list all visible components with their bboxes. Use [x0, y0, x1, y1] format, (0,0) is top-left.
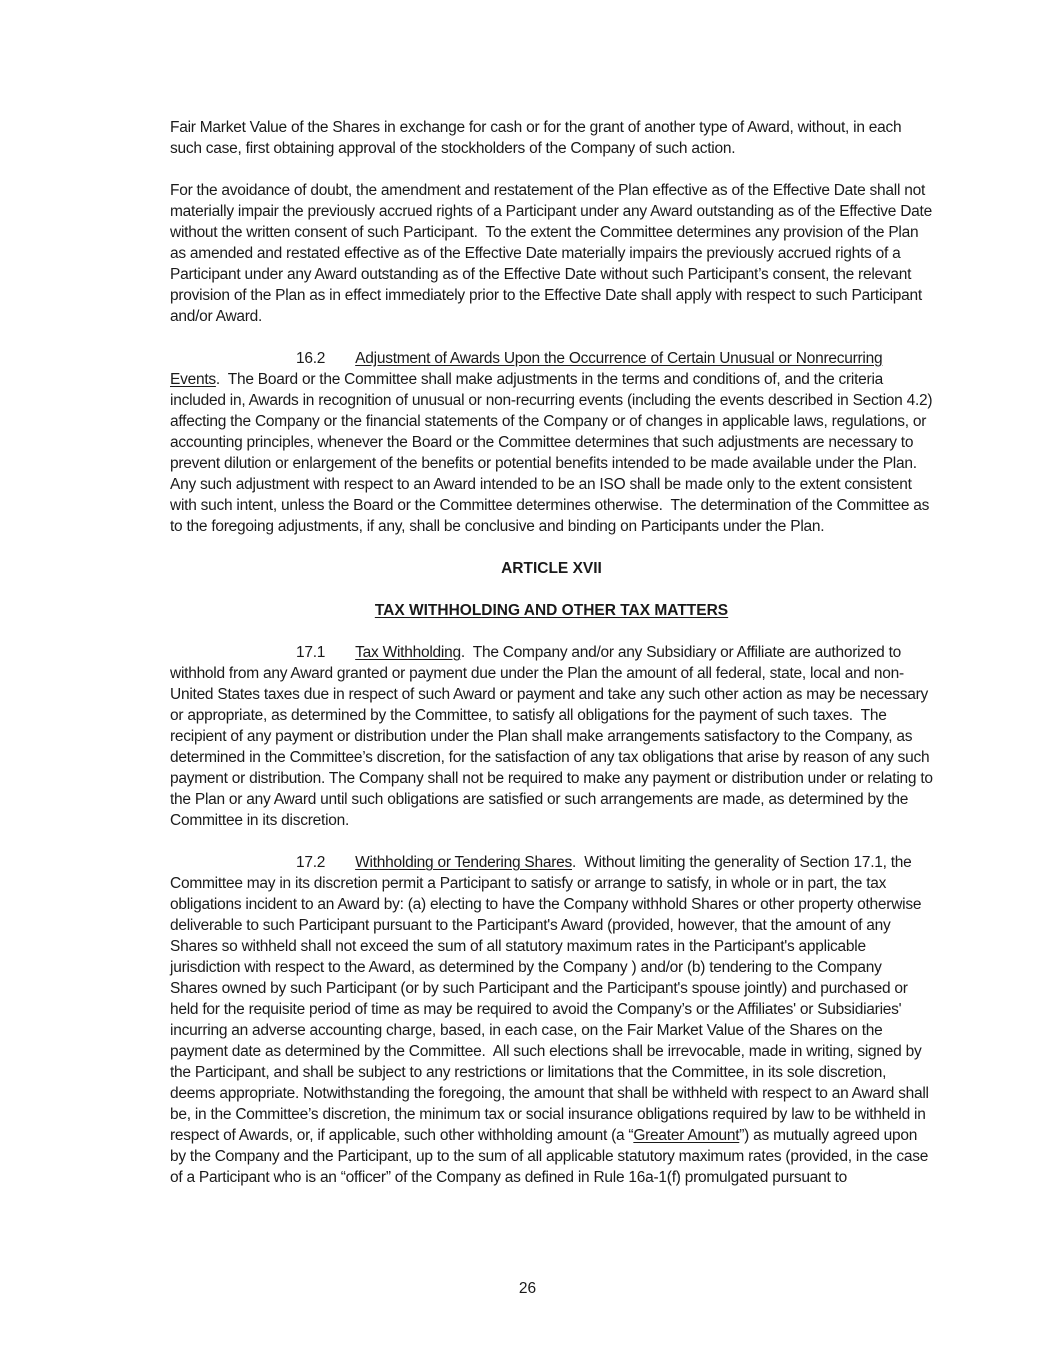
text-run: Fair Market Value of the Shares in exchange for cash or for the grant of another type of Award, without, in each such case, first obtaining approval of the stockholders of the Company of such action. — [170, 119, 902, 157]
paragraph — [170, 117, 933, 159]
text-run: ”) as mutually agreed upon by the Company and the Participant, up to the sum of all applicable statutory maximum rates (provided, in the case of a Participant who is an “officer” of the Company as defined in Rule 16a-1(f) promulgated pursuant to — [170, 1127, 929, 1186]
page-number: 26 — [518, 1280, 537, 1297]
paragraph — [170, 180, 933, 327]
underlined-run: Withholding or Tendering Shares — [355, 854, 573, 871]
underlined-run: Adjustment of Awards Upon the Occurrence of Certain Unusual or Nonrecurring Events — [170, 350, 883, 388]
document-body — [170, 117, 933, 1209]
text-run: . The Board or the Committee shall make adjustments in the terms and conditions of, and the criteria included in, Awards in recognition of unusual or non-recurring events (including the events described in Section 4.2) affecting the Company or the financial statements of the Company or of changes in applicable laws, regulations, or accounting principles, whenever the Board or the Committee determines that such adjustments are necessary to prevent dilution or enlargement of the benefits or potential benefits intended to be made available under the Plan. Any such adjustment with respect to an Award intended to be an ISO shall be made only to the extent consistent with such intent, unless the Board or the Committee determines otherwise. The determination of the Committee as to the foregoing adjustments, if any, shall be conclusive and binding on Participants under the Plan. — [170, 371, 933, 535]
underlined-run: Greater Amount — [633, 1127, 740, 1144]
numbered-paragraph — [170, 642, 933, 831]
text-run: For the avoidance of doubt, the amendment and restatement of the Plan effective as of the Effective Date shall not materially impair the previously accrued rights of a Participant under any Award outstanding as of the Effective Date without the written consent of such Participant. To the extent the Committee determines any provision of the Plan as amended and restated effective as of the Effective Date materially impairs the previously accrued rights of a Participant under any Award outstanding as of the Effective Date without such Participant’s consent, the relevant provision of the Plan as in effect immediately prior to the Effective Date shall apply with respect to such Participant and/or Award. — [170, 182, 932, 325]
numbered-paragraph — [170, 348, 933, 537]
section-number: 16.2 — [296, 350, 326, 367]
underlined-run: Tax Withholding — [355, 644, 461, 661]
numbered-paragraph — [170, 852, 933, 1188]
section-title: TAX WITHHOLDING AND OTHER TAX MATTERS — [374, 602, 729, 619]
section-number: 17.1 — [296, 644, 326, 661]
section-number: 17.2 — [296, 854, 326, 871]
text-run: . Without limiting the generality of Section 17.1, the Committee may in its discretion permit a Participant to satisfy or arrange to satisfy, in whole or in part, the tax obligations incident to an Award by: (a) electing to have the Company withhold Shares or other property otherwise deliverable to such Participant pursuant to the Participant's Award (provided, however, that the amount of any Shares so withheld shall not exceed the sum of all statutory maximum rates in the Participant's applicable jurisdiction with respect to the Award, as determined by the Company ) and/or (b) tendering to the Company Shares owned by such Participant (or by such Participant and the Participant's spouse jointly) and purchased or held for the requisite period of time as may be required to avoid the Company’s or the Affiliates' or Subsidiaries' incurring an adverse accounting charge, based, in each case, on the Fair Market Value of the Shares on the payment date as determined by the Committee. All such elections shall be irrevocable, made in writing, signed by the Participant, and shall be subject to any restrictions or limitations that the Committee, in its sole discretion, deems appropriate. Notwithstanding the foregoing, the amount that shall be withheld with respect to an Award shall be, in the Committee’s discretion, the minimum tax or social insurance obligations required by law to be withheld in respect of Awards, or, if applicable, such other withholding amount (a “ — [170, 854, 929, 1144]
article-heading: ARTICLE XVII — [501, 560, 602, 577]
text-run: . The Company and/or any Subsidiary or Affiliate are authorized to withhold from any Award granted or payment due under the Plan the amount of all federal, state, local and non-United States taxes due in respect of such Award or payment and take any such other action as may be necessary or appropriate, as determined by the Committee, to satisfy all obligations for the payment of such taxes. The recipient of any payment or distribution under the Plan shall make arrangements satisfactory to the Company, as determined in the Committee’s discretion, for the satisfaction of any tax obligations that arise by reason of any such payment or distribution. The Company shall not be required to make any payment or distribution under or relating to the Plan or any Award until such obligations are satisfied or such arrangements are made, as determined by the Committee in its discretion. — [170, 644, 933, 829]
